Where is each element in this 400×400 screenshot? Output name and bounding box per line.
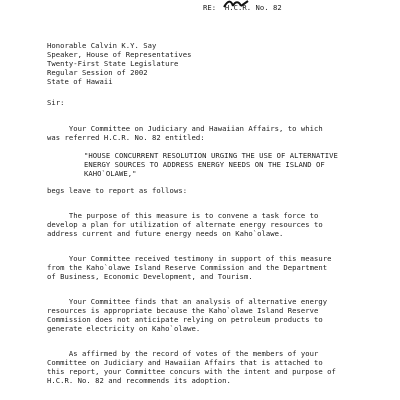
paragraph-1-line-2: was referred H.C.R. No. 82 entitled: (47, 133, 205, 142)
paragraph-4-line-3: Commission does not anticipate relying on petroleum products to (47, 315, 323, 324)
paragraph-4-line-2: resources is appropriate because the Kaho`olawe Island Reserve (47, 306, 319, 315)
address-line-legislature: Twenty-First State Legislature (47, 59, 179, 68)
paragraph-2-line-3: address current and future energy needs on Kaho`olawe. (47, 229, 284, 238)
address-line-title: Speaker, House of Representatives (47, 50, 192, 59)
quoted-title-line-3: KAHO`OLAWE," (84, 169, 137, 178)
salutation: Sir: (47, 98, 65, 107)
address-line-name: Honorable Calvin K.Y. Say (47, 41, 157, 50)
paragraph-4-line-1: Your Committee finds that an analysis of alternative energy (47, 297, 328, 306)
quoted-title-line-1: "HOUSE CONCURRENT RESOLUTION URGING THE USE OF ALTERNATIVE (84, 151, 338, 160)
report-reference: RE: H.C.R. No. 82 (203, 3, 282, 12)
paragraph-3-line-3: of Business, Economic Development, and Tourism. (47, 272, 253, 281)
paragraph-2-line-1: The purpose of this measure is to convene a task force to (47, 211, 319, 220)
paragraph-5-line-1: As affirmed by the record of votes of the members of your (47, 349, 319, 358)
address-line-session: Regular Session of 2002 (47, 68, 148, 77)
paragraph-2-line-2: develop a plan for utilization of alternate energy resources to (47, 220, 323, 229)
paragraph-3-line-2: from the Kaho`olawe Island Reserve Commission and the Department (47, 263, 328, 272)
address-line-state: State of Hawaii (47, 77, 113, 86)
paragraph-5-line-4: H.C.R. No. 82 and recommends its adoption. (47, 376, 231, 385)
paragraph-1-closing: begs leave to report as follows: (47, 186, 188, 195)
paragraph-5-line-2: Committee on Judiciary and Hawaiian Affairs that is attached to (47, 358, 323, 367)
paragraph-4-line-4: generate electricity on Kaho`olawe. (47, 324, 201, 333)
paragraph-5-line-3: this report, your Committee concurs with the intent and purpose of (47, 367, 336, 376)
quoted-title-line-2: ENERGY SOURCES TO ADDRESS ENERGY NEEDS ON THE ISLAND OF (84, 160, 325, 169)
paragraph-3-line-1: Your Committee received testimony in support of this measure (47, 254, 332, 263)
paragraph-1-line-1: Your Committee on Judiciary and Hawaiian Affairs, to which (47, 124, 323, 133)
